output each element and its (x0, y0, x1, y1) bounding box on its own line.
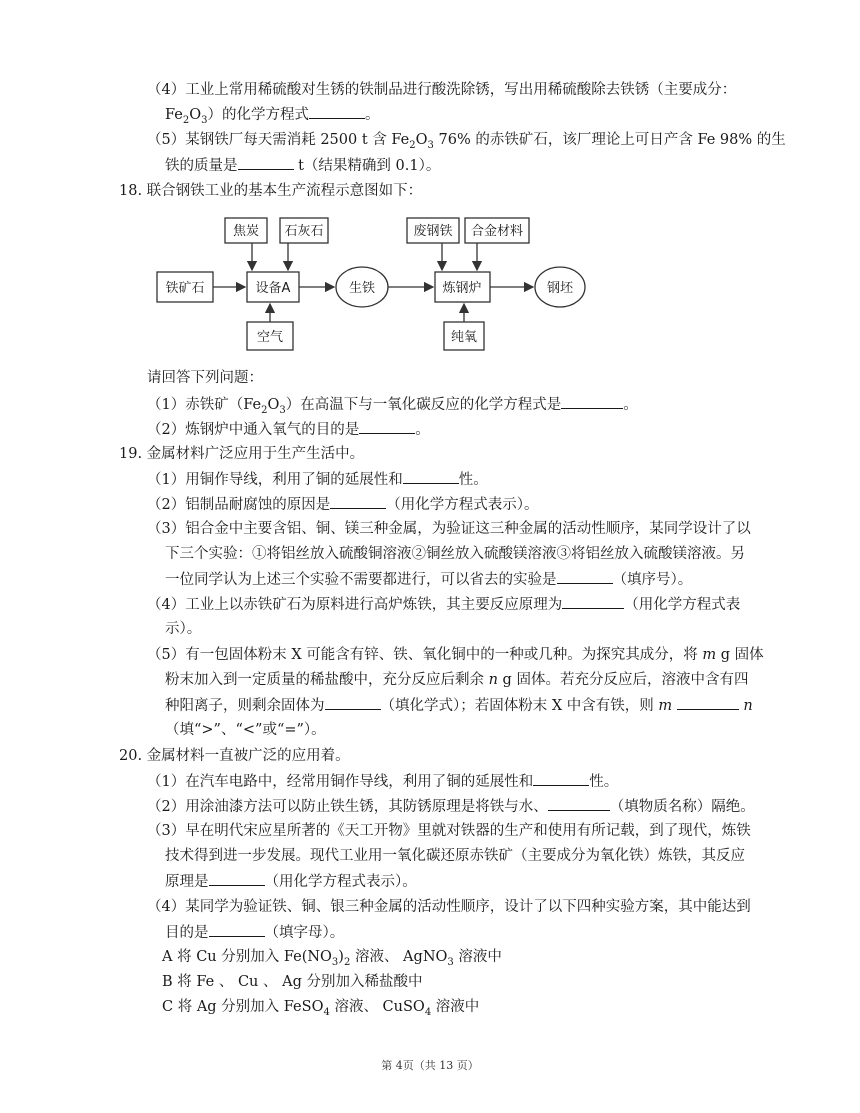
q20-part4-line1: （4）某同学为验证铁、铜、银三种金属的活动性顺序，设计了以下四种实验方案，其中能达到 (147, 899, 751, 915)
q20-part1: （1）在汽车电路中，经常用铜作导线，利用了铜的延展性和 性。 (147, 771, 618, 792)
answer-blank[interactable] (677, 695, 739, 710)
iron-ore-label: 铁矿石 (165, 281, 205, 296)
q20-option-b: B 将 Fe 、 Cu 、 Ag 分别加入稀盐酸中 (162, 974, 423, 990)
q20-option-c: C 将 Ag 分别加入 FeSO$_4$ 溶液、 CuSO$_4$ 溶液中 (162, 999, 480, 1018)
pig-iron-label: 生铁 (348, 281, 376, 296)
q20-option-a: A 将 Cu 分别加入 $Fe(NO_3)_2$ 溶液、 AgNO$_3$ 溶液中 (162, 949, 502, 968)
furnace-label: 炼钢炉 (442, 281, 482, 296)
answer-blank[interactable] (557, 569, 613, 584)
q19-part5-line3: 种阳离子，则剩余固体为 （填化学式）；若固体粉末 X 中含有铁，则 m n (165, 695, 753, 716)
q19-part3-line3: 一位同学认为上述三个实验不需要都进行，可以省去的实验是 （填序号）。 (165, 569, 692, 590)
answer-blank[interactable] (209, 922, 265, 937)
q17-part5-line2: 铁的质量是 t（结果精确到 0.1）。 (165, 155, 440, 176)
steel-flow-diagram (152, 214, 592, 354)
q18-title: 18. 联合钢铁工业的基本生产流程示意图如下： (119, 183, 423, 199)
q20-part3-line3: 原理是 （用化学方程式表示）。 (165, 871, 417, 892)
answer-blank[interactable] (330, 494, 386, 509)
q19-part3-line1: （3）铝合金中主要含铝、铜、镁三种金属，为验证这三种金属的活动性顺序，某同学设计了以 (147, 521, 751, 537)
q20-part4-line2: 目的是 （填字母）。 (165, 922, 344, 943)
answer-blank[interactable] (548, 796, 610, 811)
answer-blank[interactable] (561, 394, 623, 409)
q20-part3-line1: （3）早在明代宋应星所著的《天工开物》里就对铁器的生产和使用有所记载，到了现代，炼铁 (147, 823, 751, 839)
answer-blank[interactable] (309, 104, 365, 119)
q17-part4-line2: $Fe_2O_3$）的化学方程式 。 (165, 104, 380, 125)
answer-blank[interactable] (209, 871, 265, 886)
q18-part2: （2）炼钢炉中通入氧气的目的是 。 (147, 419, 430, 440)
q19-part2: （2）铝制品耐腐蚀的原因是 （用化学方程式表示）。 (147, 494, 538, 515)
q19-part4-line1: （4）工业上以赤铁矿石为原料进行高炉炼铁，其主要反应原理为 （用化学方程式表 (147, 594, 740, 615)
oxygen-label: 纯氧 (450, 330, 478, 345)
q19-part5-line2: 粉末加入到一定质量的稀盐酸中，充分反应后剩余 n g 固体。若充分反应后，溶液中含有四 (165, 672, 749, 688)
q19-part4-line2: 示）。 (165, 621, 202, 637)
device-a-label: 设备A (255, 281, 291, 296)
page-footer: 第 4页（共 13 页） (381, 1059, 479, 1072)
answer-blank[interactable] (533, 771, 589, 786)
answer-blank[interactable] (562, 594, 624, 609)
q17-part5-line1: （5）某钢铁厂每天需消耗 2500 t 含 $Fe_2O_3$ 76% 的赤铁矿石，该厂理论上可日产含 Fe 98% 的生 (147, 132, 786, 151)
answer-blank[interactable] (359, 419, 415, 434)
billet-label: 钢坯 (546, 281, 574, 296)
q19-part1: （1）用铜作导线，利用了铜的延展性和 性。 (147, 469, 488, 490)
answer-blank[interactable] (403, 469, 459, 484)
q19-part5-line1: （5）有一包固体粉末 X 可能含有锌、铁、氧化铜中的一种或几种。为探究其成分，将 m g 固体 (147, 647, 764, 663)
alloy-label: 合金材料 (470, 224, 524, 239)
q19-title: 19. 金属材料广泛应用于生产生活中。 (119, 446, 365, 462)
air-label: 空气 (256, 330, 284, 345)
q18-part1: （1）赤铁矿$(Fe_2O_3)$在高温下与一氧化碳反应的化学方程式是 。 (147, 394, 638, 415)
q18-intro: 请回答下列问题： (147, 370, 263, 386)
q19-part5-line4: （填“>”、“<”或“=”）。 (165, 722, 326, 738)
coke-label: 焦炭 (232, 224, 260, 239)
limestone-label: 石灰石 (284, 224, 324, 239)
q20-title: 20. 金属材料一直被广泛的应用着。 (119, 748, 350, 764)
q19-part3-line2: 下三个实验：①将铝丝放入硫酸铜溶液②铜丝放入硫酸镁溶液③将铝丝放入硫酸镁溶液。另 (165, 546, 745, 562)
answer-blank[interactable] (325, 695, 381, 710)
scrap-label: 废钢铁 (413, 224, 453, 239)
q20-part3-line2: 技术得到进一步发展。现代工业用一氧化碳还原赤铁矿（主要成分为氧化铁）炼铁，其反应 (165, 848, 745, 864)
answer-blank[interactable] (238, 155, 294, 170)
q17-part4-line1: （4）工业上常用稀硫酸对生锈的铁制品进行酸洗除锈，写出用稀硫酸除去铁锈（主要成分： (147, 82, 737, 98)
q20-part2: （2）用涂油漆方法可以防止铁生锈，其防锈原理是将铁与水、 （填物质名称）隔绝。 (147, 796, 755, 817)
